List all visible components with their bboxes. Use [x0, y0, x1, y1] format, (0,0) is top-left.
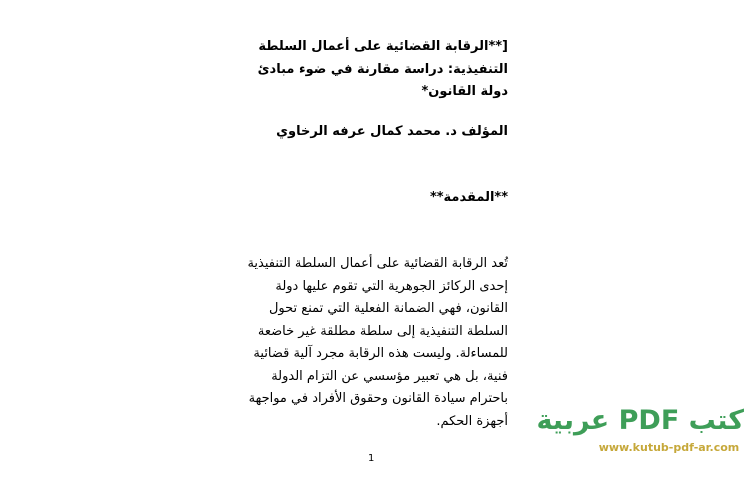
watermark-logo [536, 403, 744, 454]
document-title: [**الرقابة القضائية على أعمال السلطة التنفيذية: دراسة مقارنة في ضوء مبادئ دولة القانون* [257, 39, 508, 99]
watermark-text: كتب PDF عربية [536, 405, 744, 436]
page-number: 1 [368, 453, 375, 464]
body-paragraph: تُعد الرقابة القضائية على أعمال السلطة التنفيذية إحدى الركائز الجوهرية التي تقوم عليها دولة القانون، فهي الضمانة الفعلية التي تمنع تحول السلطة التنفيذية إلى سلطة مطلقة غير خاضعة للمساءلة. وليست هذه الرقابة مجرد آلية قضائية فنية، بل هي تعبير مؤسسي عن التزام الدولة باحترام سيادة القانون وحقوق الأفراد في مواجهة أجهزة الحكم. [247, 256, 508, 429]
section-heading: **المقدمة** [429, 190, 508, 205]
author-line: المؤلف د. محمد كمال عرفه الرخاوي [276, 124, 508, 139]
watermark-url: www.kutub-pdf-ar.com [598, 441, 740, 454]
